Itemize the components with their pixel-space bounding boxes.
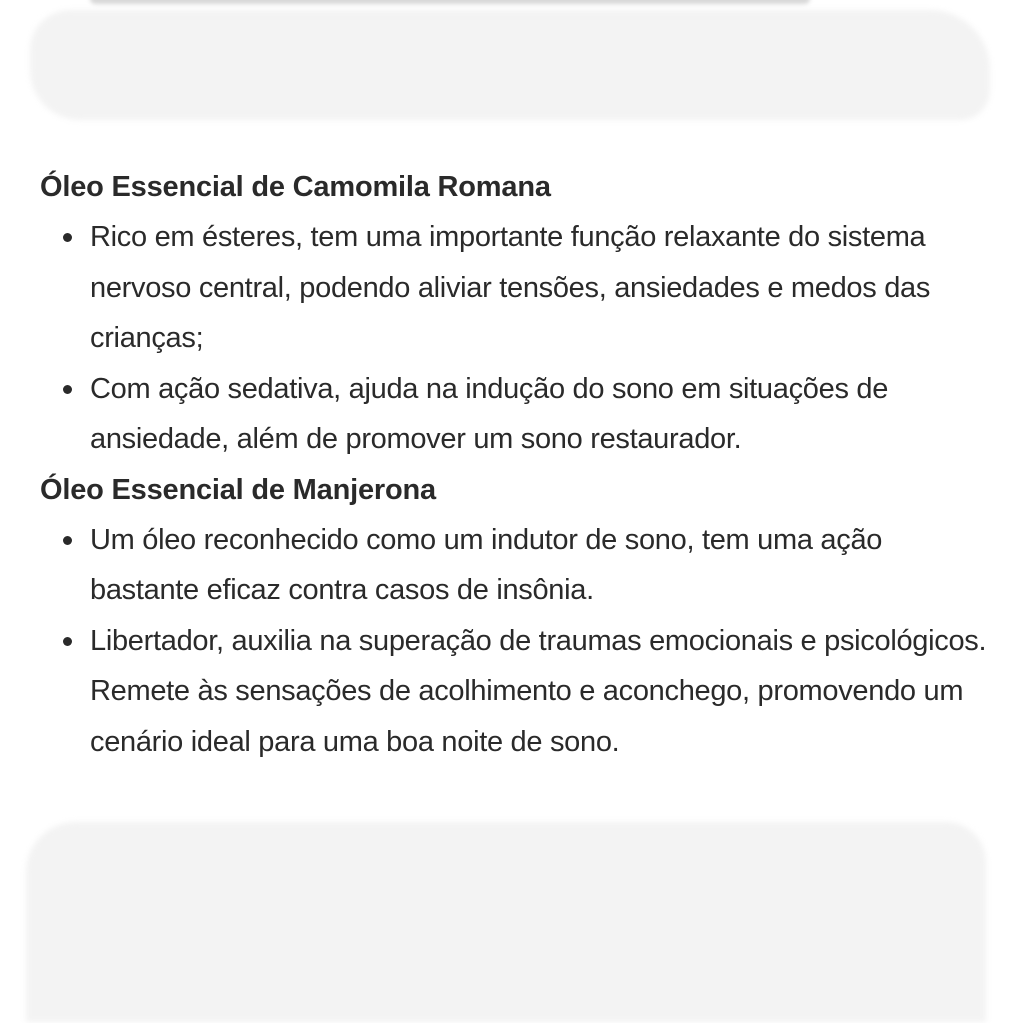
blurred-region-top xyxy=(30,10,990,120)
bullet-icon xyxy=(63,637,72,646)
list-item xyxy=(40,212,990,364)
list-item-text: Um óleo reconhecido como um indutor de sono, tem uma ação bastante eficaz contra casos de insônia. xyxy=(90,523,883,606)
list-item xyxy=(40,515,990,616)
blurred-region-bottom xyxy=(26,822,986,1022)
bullet-icon xyxy=(63,385,72,394)
list-item-text: Com ação sedativa, ajuda na indução do sono em situações de ansiedade, além de promover um sono restaurador. xyxy=(90,372,889,455)
section-title-manjerona: Óleo Essencial de Manjerona xyxy=(40,473,436,506)
bullet-icon xyxy=(63,536,72,545)
blurred-text-fragment xyxy=(90,0,810,4)
camomila-list xyxy=(40,212,990,465)
section-title-camomila: Óleo Essencial de Camomila Romana xyxy=(40,171,551,203)
list-item-text: Libertador, auxilia na superação de traumas emocionais e psicológicos. Remete às sensações de acolhimento e aconchego, promovendo um cenário ideal para uma boa noite de sono. xyxy=(90,624,987,758)
list-item xyxy=(40,616,990,768)
bullet-icon xyxy=(63,233,72,242)
list-item xyxy=(40,364,990,465)
manjerona-list xyxy=(40,515,990,768)
list-item-text: Rico em ésteres, tem uma importante função relaxante do sistema nervoso central, podendo aliviar tensões, ansiedades e medos das crianças; xyxy=(90,221,931,354)
article-body xyxy=(40,162,990,767)
